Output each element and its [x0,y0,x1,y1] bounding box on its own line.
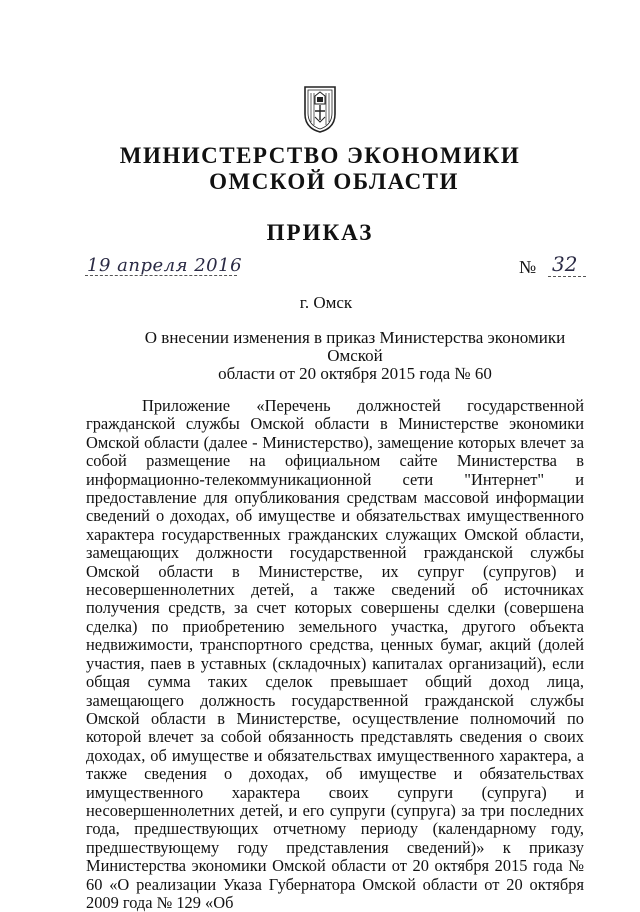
subject-line2: области от 20 октября 2015 года № 60 [218,364,492,383]
subject-line1: О внесении изменения в приказ Министерства экономики Омской [144,328,566,365]
order-city: г. Омск [299,293,353,312]
date-underline [85,275,237,277]
ministry-name-line1: МИНИСТЕРСТВО ЭКОНОМИКИ [119,143,521,168]
body-paragraph: Приложение «Перечень должностей государственной гражданской службы Омской области в Министерстве экономики Омской области (далее - Министерство), замещение которых влечет за собой размещение на официальном сайте Министерства в информационно-телекоммуникационной сети "Интернет" и предоставление для опубликования средствам массовой информации сведений о доходах, об имуществе и обязательствах имущественного характера государственных гражданских служащих Омской области, замещающих должности государственной гражданской службы Омской области в Министерстве, их супруг (супругов) и несовершеннолетних детей, а также сведений об источниках получения средств, за счет которых совершены сделки (совершена сделка) по приобретению земельного участка, другого объекта недвижимости, транспортного средства, ценных бумаг, акций (долей участия, паев в уставных (складочных) капиталах организаций), если общая сумма таких сделок превышает общий доход лица, замещающего должность государственной гражданской службы Омской области в Министерстве, осуществление полномочий по которой влечет за собой обязанность представлять сведения о своих доходах, об имуществе и обязательствах имущественного характера, а также сведения о доходах, об имуществе и обязательствах имущественного характера своих супруги (супруга) и несовершеннолетних детей, и его супруги (супруга) за три последних года, предшествующих отчетному периоду (календарному году, предшествующему году представления сведений)» к приказу Министерства экономики Омской области от 20 октября 2015 года № 60 «О реализации Указа Губернатора Омской области от 20 октября 2009 года № 129 «Об [86,396,584,912]
document-title: ПРИКАЗ [266,220,374,245]
omsk-coat-of-arms-icon [302,84,338,134]
order-number-label: № [519,257,537,277]
order-subject [128,329,582,383]
ministry-name-line2: ОМСКОЙ ОБЛАСТИ [209,169,459,194]
order-number-handwritten: 32 [552,252,578,276]
order-date-handwritten: 19 апреля 2016 [87,255,243,276]
number-underline [548,276,586,278]
